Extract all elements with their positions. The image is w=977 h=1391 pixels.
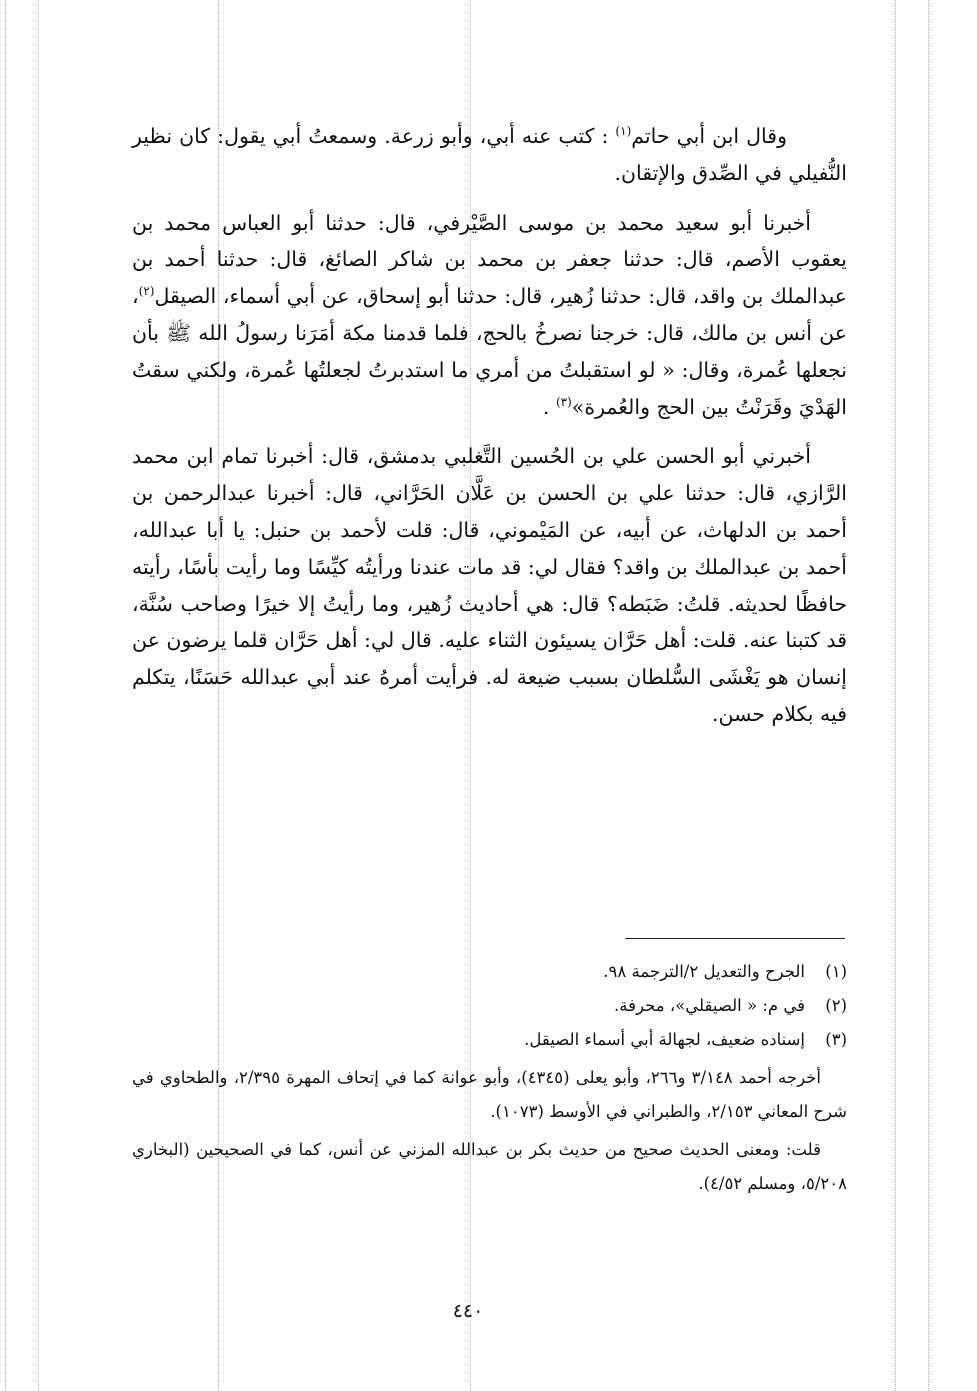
scan-guide-line [5,0,6,1391]
paragraph-1 [132,118,847,192]
paragraph-1-start: وقال ابن أبي حاتم [631,124,787,148]
scan-guide-line [928,0,929,1391]
paragraph-3: أخبرني أبو الحسن علي بن الحُسين التَّغلبي بدمشق، قال: أخبرنا تمام ابن محمد الرَّازي، قال: حدثنا علي بن الحسن بن عَلَّان الحَرَّاني، قال: أخبرنا عبدالرحمن بن أحمد بن الدلهاث، عن أبيه، عن المَيْموني، قال: قلت لأحمد بن حنبل: يا أبا عبدالله، أحمد بن عبدالملك بن واقد؟ فقال لي: قد مات عندنا ورأيتُه كيِّسًا وما رأيت بأسًا، رأيته حافظًا لحديثه. قلتُ: ضَبَطه؟ قال: هي أحاديث زُهير، وما رأيتُ إلا خيرًا وصاحب سُنَّة، قد كتبنا عنه. قلت: أهل حَرَّان يسيئون الثناء عليه. قال لي: أهل حَرَّان قلما يرضون عن إنسان هو يَغْشَى السُّلطان بسبب ضيعة له. فرأيت أمرهُ عند أبي عبدالله حَسَنًا، يتكلم فيه بكلام حسن. [132,444,847,726]
footnote-number: (١) [825,962,847,981]
footnote-divider [625,938,845,939]
footnote-text: الجرح والتعديل ٢/الترجمة ٩٨. [603,962,805,981]
footnote-1 [132,955,847,989]
footnote-number: (٢) [825,996,847,1015]
paragraph-2-rest: ، عن أنس بن مالك، قال: خرجنا نصرخُ بالحج، فلما قدمنا مكة أمَرَنا رسولُ الله ﷺ بأن نجعلها عُمرة، وقال: « لو استقبلتُ من أمري ما استدبرتُ لجعلتُها عُمرة، ولكني سقتُ الهَدْيَ وقَرَنْتُ بين الحج والعُمرة» [132,284,847,419]
footnote-3-comment: قلت: ومعنى الحديث صحيح من حديث بكر بن عبدالله المزني عن أنس، كما في الصحيحين (البخاري ٥/٢٠٨، ومسلم ٤/٥٢). [132,1140,847,1193]
footnote-ref-1[interactable]: (١) [615,124,632,139]
paragraph-2 [132,205,847,426]
footnotes-section [132,955,847,1201]
footnote-3-continuation: أخرجه أحمد ٣/١٤٨ و٢٦٦، وأبو يعلى (٤٣٤٥)، وأبو عوانة كما في إتحاف المهرة ٢/٣٩٥، والطحاوي في شرح المعاني ٢/١٥٣، والطبراني في الأوسط (١٠٧٣). [132,1068,847,1121]
paragraph-2-end: . [542,394,556,419]
page-number: ٤٤٠ [452,1300,484,1322]
footnote-text: في م: « الصيقلي»، محرفة. [614,996,805,1015]
footnote-ref-2[interactable]: (٢) [138,284,155,299]
scan-guide-line [895,0,896,1391]
footnote-3 [132,1023,847,1057]
footnote-ref-3[interactable]: (٣) [555,394,572,409]
scan-guide-line [38,0,39,1391]
paragraph-1-rest: : كتب عنه أبي، وأبو زرعة. وسمعتُ أبي يقول: كان نظير النُّفيلي في الصِّدق والإتقان. [132,124,847,185]
footnote-2 [132,989,847,1023]
main-text [132,118,847,746]
footnote-number: (٣) [825,1030,847,1049]
footnote-text: إسناده ضعيف، لجهالة أبي أسماء الصيقل. [524,1030,805,1049]
paragraph-2-start: أخبرنا أبو سعيد محمد بن موسى الصَّيْرفي، قال: حدثنا أبو العباس محمد بن يعقوب الأصم، قال: حدثنا جعفر بن محمد بن شاكر الصائغ، قال: حدثنا أحمد بن عبدالملك بن واقد، قال: حدثنا زُهير، قال: حدثنا أبو إسحاق، عن أبي أسماء، الصيقل [132,210,847,309]
